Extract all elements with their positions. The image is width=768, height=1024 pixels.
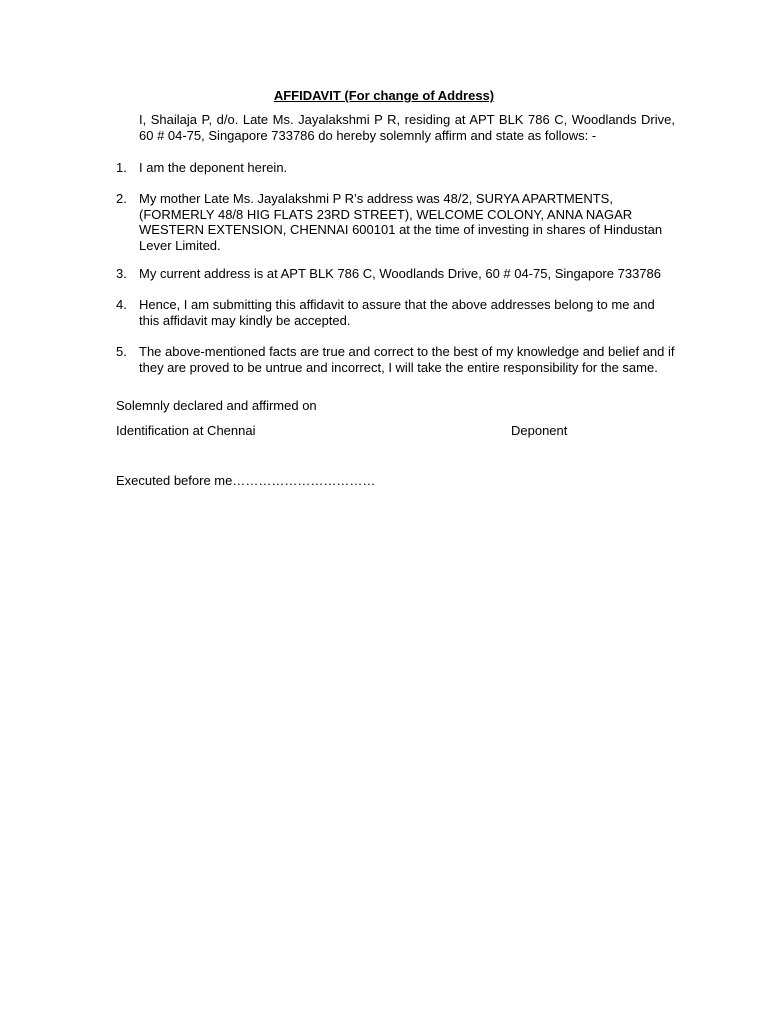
list-item-number: 2. <box>116 191 127 206</box>
list-item-text: My mother Late Ms. Jayalakshmi P R’s address was 48/2, SURYA APARTMENTS, (FORMERLY 48/8 HIG FLATS 23RD STREET), WELCOME COLONY, ANNA NAGAR WESTERN EXTENSION, CHENNAI 600101 at the time of investing in shares of Hindustan Lever Limited. <box>139 191 663 253</box>
document-title: AFFIDAVIT (For change of Address) <box>273 88 495 103</box>
list-item-number: 5. <box>116 344 127 359</box>
executed-line: Executed before me…………………………… <box>116 473 376 488</box>
list-item-text: Hence, I am submitting this affidavit to assure that the above addresses belong to me and this affidavit may kindly be accepted. <box>139 297 655 328</box>
deponent-label: Deponent <box>511 423 568 438</box>
list-item-text: I am the deponent herein. <box>139 160 288 175</box>
declaration-line: Solemnly declared and affirmed on <box>116 398 317 413</box>
intro-paragraph: I, Shailaja P, d/o. Late Ms. Jayalakshmi P R, residing at APT BLK 786 C, Woodlands Drive, 60 # 04-75, Singapore 733786 do hereby solemnly affirm and state as follows: - <box>139 112 675 143</box>
identification-line: Identification at Chennai <box>116 423 256 438</box>
list-item-text: The above-mentioned facts are true and correct to the best of my knowledge and belief and if they are proved to be untrue and incorrect, I will take the entire responsibility for the same. <box>139 344 675 375</box>
list-item-text: My current address is at APT BLK 786 C, Woodlands Drive, 60 # 04-75, Singapore 733786 <box>139 266 661 281</box>
list-item-number: 1. <box>116 160 127 175</box>
list-item-number: 4. <box>116 297 127 312</box>
list-item-number: 3. <box>116 266 127 281</box>
